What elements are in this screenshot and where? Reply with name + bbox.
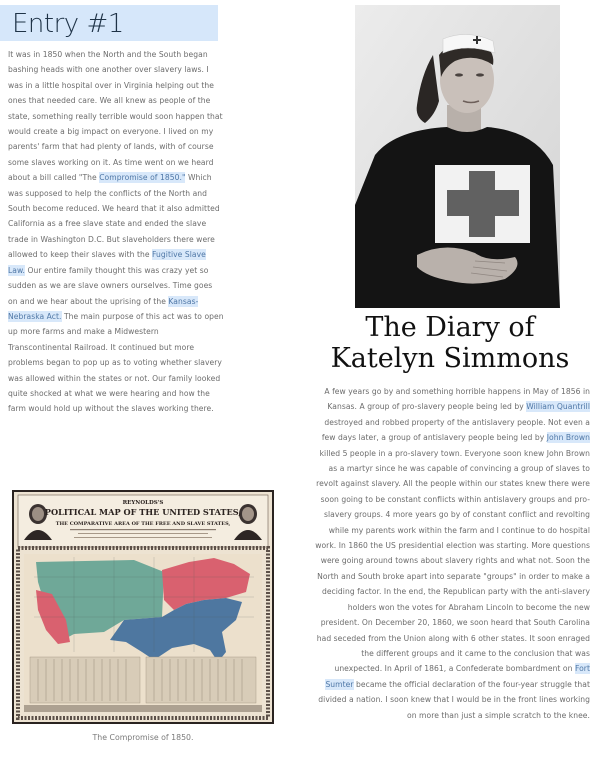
- svg-text:POLITICAL MAP OF THE UNITED ST: POLITICAL MAP OF THE UNITED STATES,: [44, 507, 242, 517]
- diary-text-segment: became the official declaration of the four-year struggle that divided a nation. I soon knew that I would be in the front lines working on more than just a simple scratch to the knee.: [318, 679, 590, 720]
- entry-text-segment: Our entire family thought this was crazy yet so sudden as we are slave owners ourselves. Time goes on and we hear about the uprising of the: [8, 265, 213, 306]
- diary-body: [312, 384, 590, 723]
- map-caption: The Compromise of 1850.: [92, 733, 194, 742]
- entry-text-segment: The main purpose of this act was to open up more farms and make a Midwestern Transcontinental Railroad. It continued but more problems began to pop up as to voting whether slavery was allowed within the states or not. Our family looked quite shocked at what we were hearing and how the farm would hold up without the slaves working there.: [8, 311, 224, 414]
- highlight-fort-sumter[interactable]: Fort Sumter: [325, 664, 590, 689]
- diary-text-segment: A few years go by and something horrible happens in May of 1856 in Kansas. A group of pro-slavery people being led by: [324, 387, 590, 412]
- entry-body: [8, 47, 224, 417]
- highlight-compromise-of-1850[interactable]: Compromise of 1850.": [99, 173, 186, 183]
- entry-title: Entry #1: [12, 9, 124, 39]
- highlight-william-quantrill[interactable]: William Quantrill: [526, 402, 590, 412]
- entry-text-segment: Which was supposed to help the conflicts of the North and South become reduced. We heard that it also admitted California as a free slave state and ended the slave trade in Washington D.C. But slaveholders there were allowed to keep their slaves with the: [8, 173, 220, 260]
- map-illustration: [14, 492, 272, 722]
- diary-title-line2: Katelyn Simmons: [330, 343, 570, 374]
- highlight-john-brown[interactable]: John Brown: [546, 433, 590, 443]
- entry-text-segment: It was in 1850 when the North and the South began bashing heads with one another over slavery laws. I was in a little hospital over in Virginia helping out the ones that needed care. We all knew as people of the state, something really terrible would soon happen that would create a big impact on everyone. I lived on my parents' farm that had plenty of lands, with of course some slaves working on it. As time went on we heard about a bill called "The: [8, 50, 223, 183]
- nurse-photo-illustration: [355, 5, 560, 308]
- diary-text-segment: destroyed and robbed property of the antislavery people. Not even a few days later, a group of antislavery people being led by: [321, 417, 590, 443]
- diary-title-line1: The Diary of: [365, 312, 535, 343]
- svg-text:THE COMPARATIVE AREA OF THE FR: THE COMPARATIVE AREA OF THE FREE AND SLAVE STATES,: [55, 521, 231, 527]
- highlight-kansas-nebraska-act[interactable]: Kansas-Nebraska Act.: [8, 296, 199, 321]
- highlight-fugitive-slave-law[interactable]: Fugitive Slave Law.: [8, 250, 206, 275]
- diary-text-segment: killed 5 people in a pro-slavery town. Everyone soon knew John Brown as a martyr since he was capable of convincing a group of slaves to revolt against slavery. All the people within our states knew there were soon going to be constant conflicts within antislavery groups and pro-slavery groups. 4 more years go by of constant conflict and revolting while my parents work within the farm and I continue to do hospital work. In 1860 the US presidential election was starting. More questions were going around towns about slavery rights and what not. Soon the North and South broke apart into separate "groups" in order to make a deciding factor. In the end, the Republican party with the anti-slavery holders won the votes for Abraham Lincoln to become the new president. On December 20, 1860, we soon heard that South Carolina had seceded from the Union along with 6 other states. It soon enraged the different groups and it came to the conclusion that was unexpected. In April of 1861, a Confederate bombardment on: [315, 448, 590, 674]
- svg-text:REYNOLDS'S: REYNOLDS'S: [122, 500, 164, 506]
- political-map-image: [12, 490, 274, 724]
- entry-header: [0, 5, 218, 41]
- nurse-photo: [355, 5, 560, 308]
- diary-title: [300, 312, 600, 374]
